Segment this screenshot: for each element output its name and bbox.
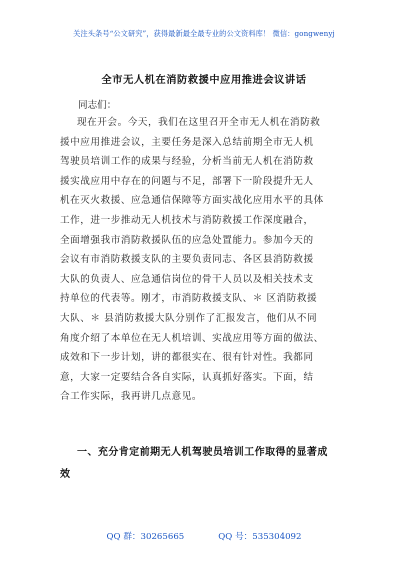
paragraph-line: 援中应用推进会议，主要任务是深入总结前期全市无人机 (60, 136, 314, 148)
paragraph-line: 持单位的代表等。刚才，市消防救援支队、＊ 区消防救援 (60, 293, 318, 305)
header-banner: 关注头条号“公文研究”，获得最新最全最专业的公文资料库！ 微信：gongwenyj (73, 29, 335, 38)
section-heading-line: 一、充分肯定前期无人机驾驶员培训工作取得的显著成 (77, 447, 328, 458)
section-heading-line: 效 (60, 469, 71, 480)
paragraph-line: 合工作实际，我再讲几点意见。 (60, 391, 203, 403)
paragraph-line: 驾驶员培训工作的成果与经验，分析当前无人机在消防救 (60, 156, 314, 168)
footer-qq-group: QQ 群：30265665 (106, 532, 185, 542)
salutation: 同志们： (78, 100, 117, 111)
paragraph-line: 全面增强我市消防救援队伍的应急处置能力。参加今天的 (60, 234, 314, 246)
paragraph-line: 大队、＊ 县消防救援大队分别作了汇报发言，他们从不同 (60, 312, 318, 324)
paragraph-line: 现在开会。今天，我们在这里召开全市无人机在消防救 (77, 117, 321, 128)
footer-contact (0, 530, 408, 542)
paragraph-line: 工作，进一步推动无人机技术与消防救援工作深度融合， (60, 214, 314, 226)
footer-qq-number: QQ 号：535304092 (218, 532, 302, 542)
paragraph-line: 成效和下一步计划，讲的都很实在、很有针对性。我都同 (60, 352, 314, 364)
paragraph-line: 机在灭火救援、应急通信保障等方面实战化应用水平的具体 (60, 195, 324, 207)
paragraph-line: 会议有市消防救援支队的主要负责同志、各区县消防救援 (60, 254, 314, 266)
body-paragraph (60, 113, 360, 407)
paragraph-line: 角度介绍了本单位在无人机培训、实战应用等方面的做法、 (60, 332, 324, 344)
section-heading (60, 442, 360, 486)
paragraph-line: 援实战应用中存在的问题与不足，部署下一阶段提升无人 (60, 175, 314, 187)
paragraph-line: 意，大家一定要结合各自实际，认真抓好落实。下面，结 (60, 371, 314, 383)
paragraph-line: 大队的负责人、应急通信岗位的骨干人员以及相关技术支 (60, 273, 314, 285)
document-title: 全市无人机在消防救援中应用推进会议讲话 (101, 74, 307, 86)
